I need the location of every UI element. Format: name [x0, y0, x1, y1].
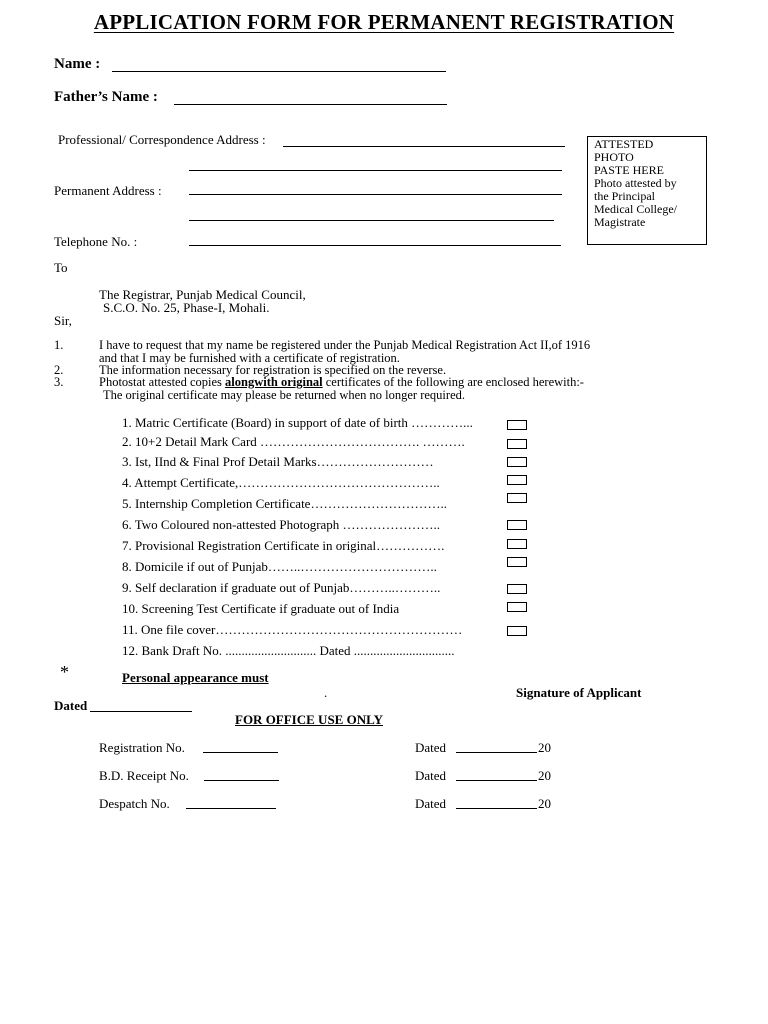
asterisk-mark: *	[60, 662, 69, 682]
checklist-checkbox[interactable]	[507, 475, 527, 485]
signature-label: Signature of Applicant	[516, 685, 642, 700]
checklist-item: 4. Attempt Certificate,………………………………………..	[122, 475, 440, 490]
office-dated-label: Dated	[415, 740, 447, 755]
photo-box-line: Photo attested by	[594, 176, 677, 190]
checklist-checkbox[interactable]	[507, 539, 527, 549]
year-suffix: 20	[538, 768, 551, 783]
photo-box-line: ATTESTED	[594, 137, 654, 151]
photo-box-line: PASTE HERE	[594, 163, 664, 177]
photo-box-line: the Principal	[594, 189, 655, 203]
photo-box-line: Medical College/	[594, 202, 677, 216]
to-label: To	[54, 260, 68, 275]
despatch-date-field[interactable]	[456, 808, 537, 809]
telephone-field[interactable]	[189, 245, 561, 246]
permanent-address-field-2[interactable]	[189, 220, 554, 221]
name-field[interactable]	[112, 71, 446, 72]
office-use-heading	[235, 712, 383, 728]
checklist-item: 1. Matric Certificate (Board) in support of date of birth …………...	[122, 415, 473, 430]
year-suffix: 20	[538, 796, 551, 811]
father-name-field[interactable]	[174, 104, 447, 105]
paragraph-1-line-2: and that I may be furnished with a certificate of registration.	[99, 351, 400, 365]
father-name-label: Father’s Name :	[54, 89, 158, 105]
registration-no-label: Registration No.	[99, 740, 185, 755]
checklist-item: 11. One file cover…………………………………………………	[122, 622, 463, 637]
paragraph-number: 1.	[54, 338, 64, 352]
checklist-item: 9. Self declaration if graduate out of Punjab………..………..	[122, 580, 441, 595]
addressee-line-2: S.C.O. No. 25, Phase-I, Mohali.	[103, 300, 270, 315]
dated-field[interactable]	[90, 711, 192, 712]
office-use-text: FOR OFFICE USE ONLY	[235, 712, 383, 727]
paragraph-3-text: certificates of the following are enclosed herewith:-	[322, 375, 584, 389]
office-dated-label: Dated	[415, 796, 447, 811]
checklist-item: 10. Screening Test Certificate if graduate out of India	[122, 601, 400, 616]
paragraph-2: The information necessary for registration is specified on the reverse.	[99, 363, 447, 377]
despatch-no-field[interactable]	[186, 808, 276, 809]
attested-photo-box[interactable]	[587, 136, 707, 245]
checklist-item: 8. Domicile if out of Punjab……..…………………………..	[122, 559, 437, 574]
permanent-address-label: Permanent Address :	[54, 183, 162, 198]
checklist-checkbox[interactable]	[507, 420, 527, 430]
checklist-checkbox[interactable]	[507, 602, 527, 612]
personal-appearance-note	[122, 670, 269, 686]
permanent-address-field[interactable]	[189, 194, 562, 195]
form-title: APPLICATION FORM FOR PERMANENT REGISTRATION	[93, 10, 675, 34]
personal-appearance-text: Personal appearance must	[122, 670, 269, 685]
salutation: Sir,	[54, 313, 72, 328]
registration-no-field[interactable]	[203, 752, 278, 753]
checklist-item: 5. Internship Completion Certificate…………………………..	[122, 496, 447, 511]
dated-label: Dated	[54, 698, 88, 713]
name-label: Name :	[54, 56, 101, 72]
checklist-item: 12. Bank Draft No. ............................ Dated ...............................	[122, 643, 455, 658]
paragraph-3-emphasis: alongwith original	[225, 375, 323, 389]
paragraph-3-text: Photostat attested copies	[99, 375, 226, 389]
bd-receipt-label: B.D. Receipt No.	[99, 768, 189, 783]
bd-receipt-date-field[interactable]	[456, 780, 537, 781]
separator-dot: .	[324, 685, 328, 700]
checklist-item: 6. Two Coloured non-attested Photograph …………………..	[122, 517, 441, 532]
paragraph-3-line-2: The original certificate may please be returned when no longer required.	[103, 388, 465, 402]
checklist-checkbox[interactable]	[507, 493, 527, 503]
registration-date-field[interactable]	[456, 752, 537, 753]
checklist-item: 7. Provisional Registration Certificate in original…………….	[122, 538, 445, 553]
paragraph-number: 2.	[54, 363, 64, 377]
checklist-checkbox[interactable]	[507, 557, 527, 567]
checklist-checkbox[interactable]	[507, 520, 527, 530]
checklist-item: 2. 10+2 Detail Mark Card ………………………………. ……….	[122, 434, 465, 449]
correspondence-address-label: Professional/ Correspondence Address :	[58, 132, 266, 147]
bd-receipt-field[interactable]	[204, 780, 279, 781]
office-dated-label: Dated	[415, 768, 447, 783]
paragraph-number: 3.	[54, 375, 64, 389]
despatch-no-label: Despatch No.	[99, 796, 170, 811]
paragraph-1-line-1: I have to request that my name be registered under the Punjab Medical Registration Act II,of 1916	[99, 338, 591, 352]
year-suffix: 20	[538, 740, 551, 755]
photo-box-line: Magistrate	[594, 215, 646, 229]
checklist-checkbox[interactable]	[507, 457, 527, 467]
telephone-label: Telephone No. :	[54, 234, 138, 249]
checklist-checkbox[interactable]	[507, 439, 527, 449]
addressee-line-1: The Registrar, Punjab Medical Council,	[99, 287, 306, 302]
photo-box-line: PHOTO	[594, 150, 634, 164]
checklist-checkbox[interactable]	[507, 626, 527, 636]
correspondence-address-field-2[interactable]	[189, 170, 562, 171]
checklist-checkbox[interactable]	[507, 584, 527, 594]
checklist-item: 3. Ist, IInd & Final Prof Detail Marks………………………	[122, 454, 434, 469]
correspondence-address-field[interactable]	[283, 146, 565, 147]
